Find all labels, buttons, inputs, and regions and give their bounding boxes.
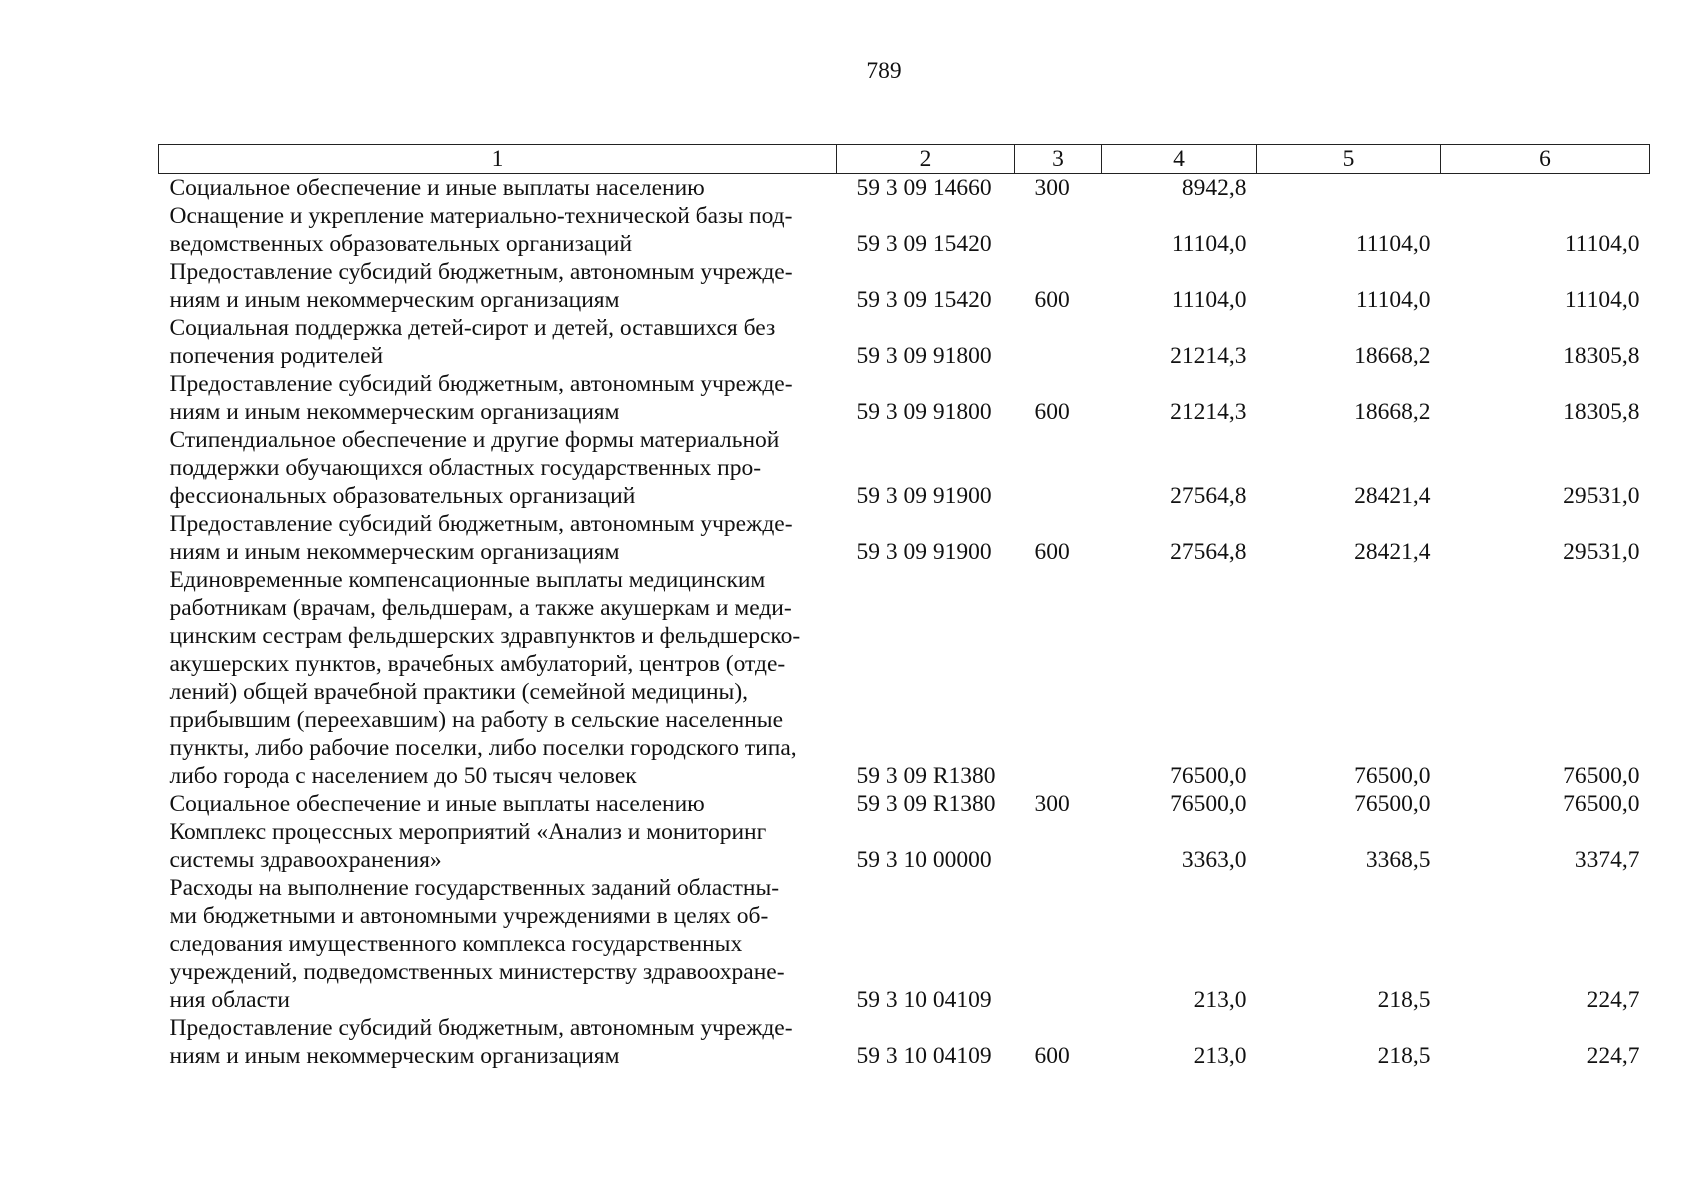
row-value-4-cell: 213,0 [1193, 987, 1247, 1013]
row-code-cell: 59 3 10 00000 [856, 847, 992, 873]
row-name-cell [159, 174, 837, 203]
row-name-line: поддержки обучающихся областных государственных про- [169, 455, 762, 481]
row-kind-cell [1015, 818, 1102, 874]
row-value-6-cell: 224,7 [1586, 987, 1640, 1013]
row-name-line: цинским сестрам фельдшерских здравпунктов и фельдшерско- [169, 623, 801, 649]
row-kind-cell: 300 [1034, 175, 1070, 201]
row-name-line: Предоставление субсидий бюджетным, автономным учрежде- [169, 371, 793, 397]
row-value-4-cell: 21214,3 [1170, 399, 1247, 425]
row-code-cell: 59 3 09 91900 [856, 539, 992, 565]
row-name-line: фессиональных образовательных организаций [169, 483, 636, 509]
header-row [159, 145, 1650, 174]
row-name-line: ниям и иным некоммерческим организациям [169, 1043, 620, 1069]
row-kind-cell [1015, 566, 1102, 790]
page-number: 789 [866, 58, 902, 84]
row-value-5-cell: 76500,0 [1354, 763, 1431, 789]
row-name-line: Стипендиальное обеспечение и другие формы материальной [169, 427, 780, 453]
row-name-line: акушерских пунктов, врачебных амбулаторий, центров (отде- [169, 651, 786, 677]
row-value-6-cell: 224,7 [1586, 1043, 1640, 1069]
table-row [159, 258, 1650, 314]
table-row [159, 818, 1650, 874]
row-value-4-cell: 76500,0 [1170, 763, 1247, 789]
row-name-line: Социальное обеспечение и иные выплаты населению [169, 175, 705, 201]
row-code-cell: 59 3 09 14660 [856, 175, 992, 201]
row-value-6-cell [1441, 174, 1650, 203]
row-name-cell [159, 370, 837, 426]
row-value-5-cell: 218,5 [1377, 1043, 1431, 1069]
row-kind-cell [1015, 314, 1102, 370]
row-name-line: ния области [169, 987, 290, 1013]
row-value-5-cell: 18668,2 [1354, 343, 1431, 369]
row-name-cell [159, 818, 837, 874]
row-kind-cell: 600 [1034, 1043, 1070, 1069]
row-name-line: пункты, либо рабочие поселки, либо поселки городского типа, [169, 735, 797, 761]
table-row [159, 314, 1650, 370]
header-col-4: 4 [1102, 145, 1257, 174]
row-code-cell: 59 3 10 04109 [856, 1043, 992, 1069]
row-kind-cell [1015, 426, 1102, 510]
row-value-6-cell: 3374,7 [1574, 847, 1640, 873]
row-value-6-cell: 18305,8 [1563, 399, 1640, 425]
row-name-line: ниям и иным некоммерческим организациям [169, 287, 620, 313]
row-name-line: Единовременные компенсационные выплаты медицинским [169, 567, 766, 593]
row-name-line: ниям и иным некоммерческим организациям [169, 539, 620, 565]
row-kind-cell: 300 [1034, 791, 1070, 817]
row-code-cell: 59 3 09 R1380 [856, 791, 996, 817]
row-value-6-cell: 29531,0 [1563, 539, 1640, 565]
row-code-cell: 59 3 09 91800 [856, 399, 992, 425]
row-name-line: ми бюджетными и автономными учреждениями в целях об- [169, 903, 769, 929]
row-name-cell [159, 1014, 837, 1070]
row-name-line: Предоставление субсидий бюджетным, автономным учрежде- [169, 259, 793, 285]
row-value-4-cell: 8942,8 [1181, 175, 1247, 201]
row-code-cell: 59 3 09 91800 [856, 343, 992, 369]
row-kind-cell: 600 [1034, 287, 1070, 313]
row-value-6-cell: 76500,0 [1563, 763, 1640, 789]
row-value-5-cell: 218,5 [1377, 987, 1431, 1013]
row-name-line: Социальная поддержка детей-сирот и детей, оставшихся без [169, 315, 776, 341]
budget-table [158, 144, 1650, 1070]
row-name-line: прибывшим (переехавшим) на работу в сельские населенные [169, 707, 784, 733]
header-col-1: 1 [159, 145, 837, 174]
header-col-3: 3 [1015, 145, 1102, 174]
row-value-5-cell: 3368,5 [1365, 847, 1431, 873]
row-name-line: Социальное обеспечение и иные выплаты населению [169, 791, 705, 817]
row-name-cell [159, 258, 837, 314]
row-name-cell [159, 510, 837, 566]
row-value-4-cell: 21214,3 [1170, 343, 1247, 369]
row-kind-cell: 600 [1034, 539, 1070, 565]
row-value-6-cell: 76500,0 [1563, 791, 1640, 817]
header-col-5: 5 [1257, 145, 1441, 174]
row-value-5-cell: 18668,2 [1354, 399, 1431, 425]
row-name-line: системы здравоохранения» [169, 847, 442, 873]
row-code-cell: 59 3 09 15420 [856, 287, 992, 313]
row-name-cell [159, 874, 837, 1014]
row-name-line: лений) общей врачебной практики (семейной медицины), [169, 679, 749, 705]
row-value-4-cell: 27564,8 [1170, 539, 1247, 565]
row-value-5-cell: 11104,0 [1355, 287, 1431, 313]
table-row [159, 370, 1650, 426]
row-value-4-cell: 76500,0 [1170, 791, 1247, 817]
row-value-4-cell: 27564,8 [1170, 483, 1247, 509]
table-row [159, 510, 1650, 566]
table-row [159, 426, 1650, 510]
row-value-6-cell: 18305,8 [1563, 343, 1640, 369]
table-row [159, 566, 1650, 790]
row-value-5-cell: 28421,4 [1354, 539, 1431, 565]
row-name-line: Расходы на выполнение государственных заданий областны- [169, 875, 780, 901]
table-row [159, 790, 1650, 818]
row-value-5-cell: 11104,0 [1355, 231, 1431, 257]
row-name-cell [159, 566, 837, 790]
table-row [159, 174, 1650, 203]
row-value-4-cell: 11104,0 [1171, 231, 1247, 257]
row-value-4-cell: 11104,0 [1171, 287, 1247, 313]
row-value-5-cell [1257, 174, 1441, 203]
row-name-line: работникам (врачам, фельдшерам, а также акушеркам и меди- [169, 595, 792, 621]
row-name-line: ведомственных образовательных организаций [169, 231, 633, 257]
row-value-4-cell: 3363,0 [1181, 847, 1247, 873]
header-col-6: 6 [1441, 145, 1650, 174]
table-header [159, 145, 1650, 174]
row-kind-cell [1015, 874, 1102, 1014]
table-row [159, 202, 1650, 258]
row-code-cell: 59 3 09 15420 [856, 231, 992, 257]
row-code-cell: 59 3 10 04109 [856, 987, 992, 1013]
row-name-line: попечения родителей [169, 343, 384, 369]
row-name-cell [159, 202, 837, 258]
row-code-cell: 59 3 09 91900 [856, 483, 992, 509]
row-name-cell [159, 314, 837, 370]
row-kind-cell [1015, 202, 1102, 258]
table-body [159, 174, 1650, 1071]
row-name-cell [159, 790, 837, 818]
row-value-4-cell: 213,0 [1193, 1043, 1247, 1069]
row-name-line: Предоставление субсидий бюджетным, автономным учрежде- [169, 1015, 793, 1041]
row-name-line: либо города с населением до 50 тысяч человек [169, 763, 637, 789]
row-name-line: ниям и иным некоммерческим организациям [169, 399, 620, 425]
row-name-line: Комплекс процессных мероприятий «Анализ и мониторинг [169, 819, 767, 845]
row-name-line: Предоставление субсидий бюджетным, автономным учрежде- [169, 511, 793, 537]
row-value-6-cell: 11104,0 [1564, 231, 1640, 257]
header-col-2: 2 [837, 145, 1015, 174]
row-code-cell: 59 3 09 R1380 [856, 763, 996, 789]
row-name-line: Оснащение и укрепление материально-технической базы под- [169, 203, 793, 229]
table-row [159, 1014, 1650, 1070]
row-name-line: следования имущественного комплекса государственных [169, 931, 743, 957]
row-value-5-cell: 76500,0 [1354, 791, 1431, 817]
row-name-cell [159, 426, 837, 510]
row-value-5-cell: 28421,4 [1354, 483, 1431, 509]
row-kind-cell: 600 [1034, 399, 1070, 425]
row-value-6-cell: 29531,0 [1563, 483, 1640, 509]
row-value-6-cell: 11104,0 [1564, 287, 1640, 313]
row-name-line: учреждений, подведомственных министерству здравоохране- [169, 959, 785, 985]
table-row [159, 874, 1650, 1014]
